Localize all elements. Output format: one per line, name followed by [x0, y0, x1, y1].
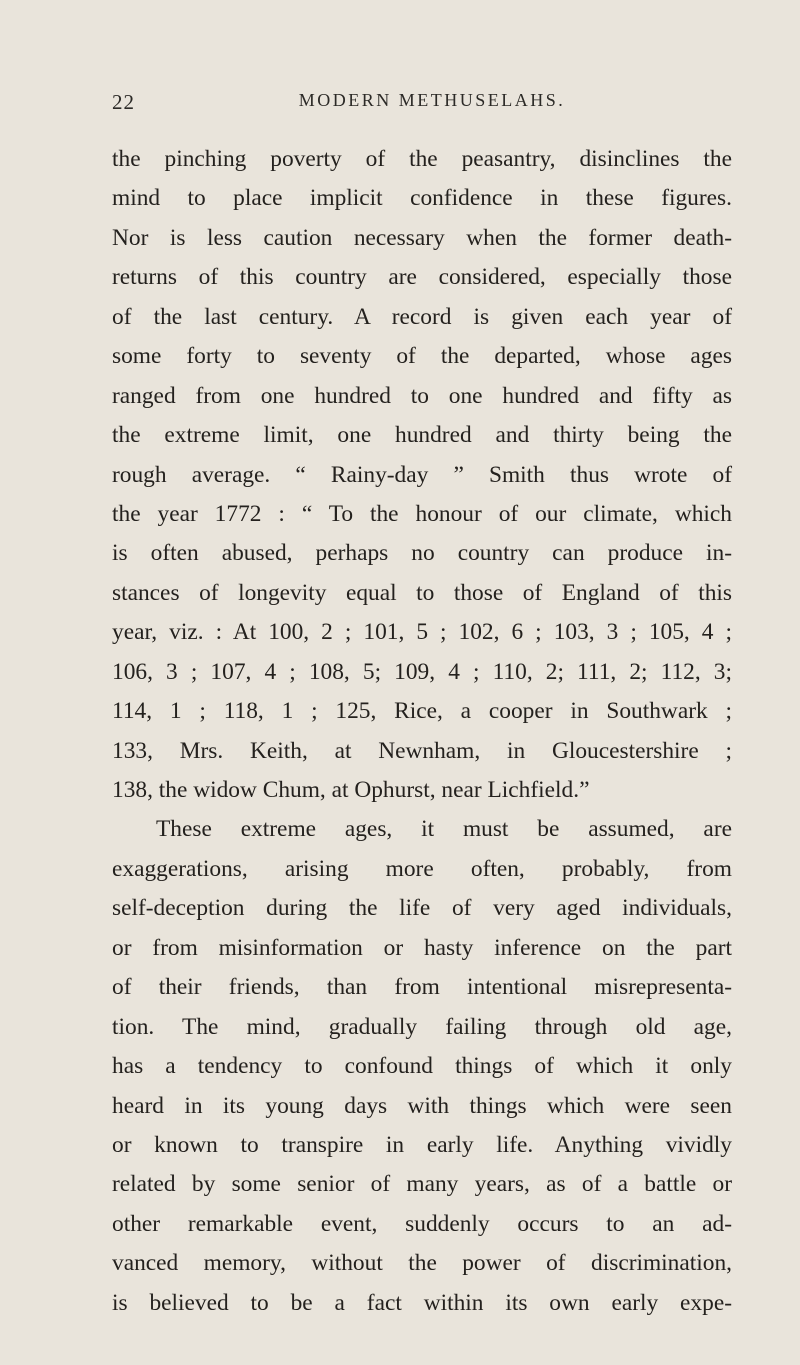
text-line: or from misinformation or hasty inference on the part — [112, 934, 732, 961]
running-title: MODERN METHUSELAHS. — [298, 90, 566, 110]
text-line: the year 1772 : “ To the honour of our climate, which — [112, 500, 732, 527]
text-line: 133, Mrs. Keith, at Newnham, in Gloucestershire ; — [112, 737, 732, 764]
text-line: mind to place implicit confidence in these figures. — [112, 185, 732, 212]
text-line: 138, the widow Chum, at Ophurst, near Lichfield.” — [112, 777, 590, 803]
text-line: exaggerations, arising more often, probably, from — [112, 855, 732, 882]
text-line: related by some senior of many years, as of a battle or — [112, 1171, 732, 1198]
text-line: returns of this country are considered, especially those — [112, 264, 732, 291]
text-line: the pinching poverty of the peasantry, disinclines the — [112, 146, 732, 172]
text-line: has a tendency to confound things of which it only — [112, 1053, 732, 1080]
text-line: of the last century. A record is given each year of — [112, 303, 732, 330]
text-line: 106, 3 ; 107, 4 ; 108, 5; 109, 4 ; 110, 2; 111, 2; 112, 3; — [112, 658, 732, 685]
body-text — [112, 140, 732, 1323]
text-line: other remarkable event, suddenly occurs to an ad- — [112, 1210, 732, 1237]
text-line: Nor is less caution necessary when the former death- — [112, 224, 732, 251]
text-line: 114, 1 ; 118, 1 ; 125, Rice, a cooper in Southwark ; — [112, 698, 732, 725]
paragraph-start-line: These extreme ages, it must be assumed, are — [156, 816, 732, 843]
text-line: is believed to be a fact within its own early expe- — [112, 1289, 732, 1316]
page-header — [112, 90, 752, 120]
text-line: vanced memory, without the power of discrimination, — [112, 1250, 732, 1277]
text-line: self-deception during the life of very aged individuals, — [112, 895, 732, 922]
text-line: heard in its young days with things which were seen — [112, 1092, 732, 1119]
text-line: stances of longevity equal to those of England of this — [112, 579, 732, 606]
text-line: ranged from one hundred to one hundred and fifty as — [112, 382, 732, 409]
text-line: rough average. “ Rainy-day ” Smith thus wrote of — [112, 461, 732, 488]
text-line: or known to transpire in early life. Anything vividly — [112, 1131, 732, 1158]
text-line: of their friends, than from intentional misrepresenta- — [112, 974, 732, 1001]
page-number: 22 — [112, 90, 135, 114]
text-line: the extreme limit, one hundred and thirty being the — [112, 422, 732, 449]
text-line: year, viz. : At 100, 2 ; 101, 5 ; 102, 6 ; 103, 3 ; 105, 4 ; — [112, 619, 732, 646]
text-line: some forty to seventy of the departed, whose ages — [112, 343, 732, 370]
text-line: tion. The mind, gradually failing through old age, — [112, 1013, 732, 1040]
text-line: is often abused, perhaps no country can produce in- — [112, 540, 732, 567]
